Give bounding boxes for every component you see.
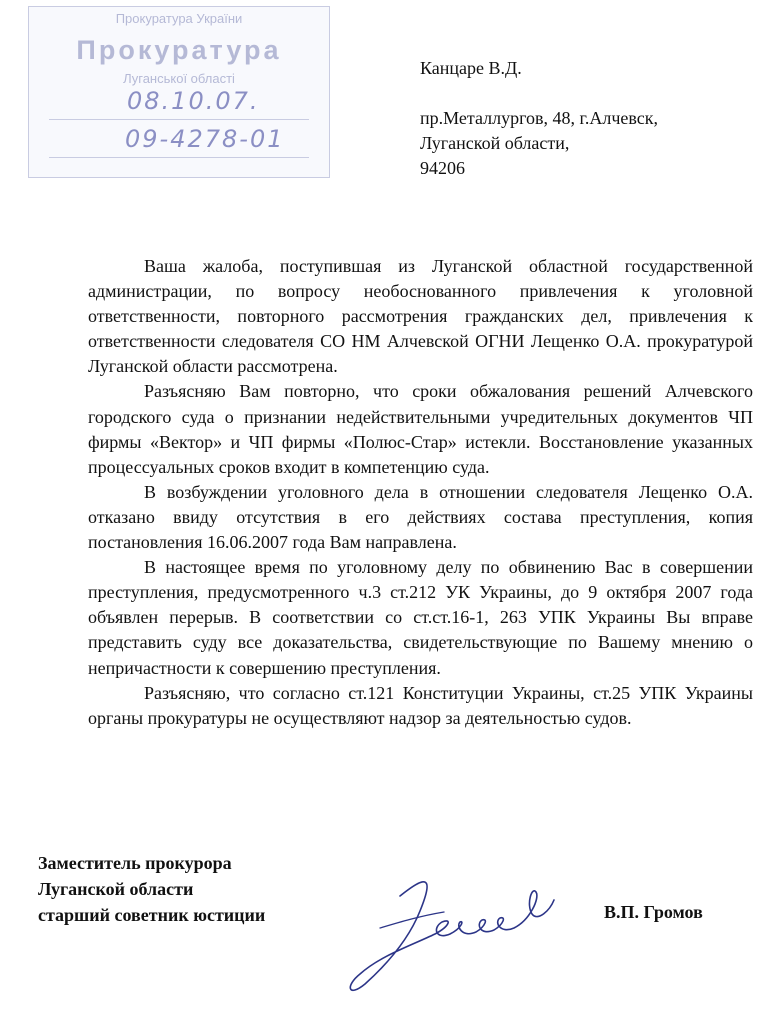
stamp-region: Луганської області	[123, 71, 235, 86]
stamp-date: 08.10.07.	[127, 87, 260, 115]
stamp-header: Прокуратура України	[115, 11, 243, 26]
stamp-title: Прокуратура	[76, 35, 282, 65]
address-line: Луганской области,	[420, 133, 570, 153]
handwritten-signature	[340, 856, 570, 1006]
letter-body	[88, 254, 753, 731]
addressee-block	[420, 56, 658, 181]
body-paragraph: Ваша жалоба, поступившая из Луганской областной государственной администрации, по вопросу необоснованного привлечения к уголовной ответственности, повторного рассмотрения гражданских дел, привлечения к ответственности следователя СО НМ Алчевской ОГНИ Лещенко О.А. прокуратурой Луганской области рассмотрена.	[88, 256, 753, 377]
addressee-name: Канцаре В.Д.	[420, 58, 522, 78]
body-paragraph: Разъясняю Вам повторно, что сроки обжалования решений Алчевского городского суда о признании недействительными учредительных документов ЧП фирмы «Вектор» и ЧП фирмы «Полюс-Стар» истекли. Восстановление указанных процессуальных сроков входит в компетенцию суда.	[88, 381, 753, 477]
address-line: пр.Металлургов, 48, г.Алчевск,	[420, 108, 659, 128]
stamp-date-line	[49, 119, 309, 120]
signatory-title-block	[38, 850, 265, 928]
signatory-title: Заместитель прокурора	[38, 853, 232, 873]
signatory-rank: старший советник юстиции	[38, 905, 266, 925]
stamp-number: 09-4278-01	[125, 125, 285, 153]
registration-stamp	[28, 6, 330, 178]
signatory-region: Луганской области	[38, 879, 194, 899]
signatory-name: В.П. Громов	[604, 902, 703, 922]
body-paragraph: В настоящее время по уголовному делу по обвинению Вас в совершении преступления, предусмотренного ч.3 ст.212 УК Украины, до 9 октября 2007 года объявлен перерыв. В соответствии со ст.ст.16-1, 263 УПК Украины Вы вправе представить суду все доказательства, свидетельствующие по Вашему мнению о непричастности к совершению преступления.	[88, 557, 753, 678]
stamp-number-line	[49, 157, 309, 158]
body-paragraph: Разъясняю, что согласно ст.121 Конституции Украины, ст.25 УПК Украины органы прокуратуры не осуществляют надзор за деятельностью судов.	[88, 682, 753, 728]
postal-code: 94206	[420, 158, 465, 178]
body-paragraph: В возбуждении уголовного дела в отношении следователя Лещенко О.А. отказано ввиду отсутствия в его действиях состава преступления, копия постановления 16.06.2007 года Вам направлена.	[88, 481, 753, 553]
